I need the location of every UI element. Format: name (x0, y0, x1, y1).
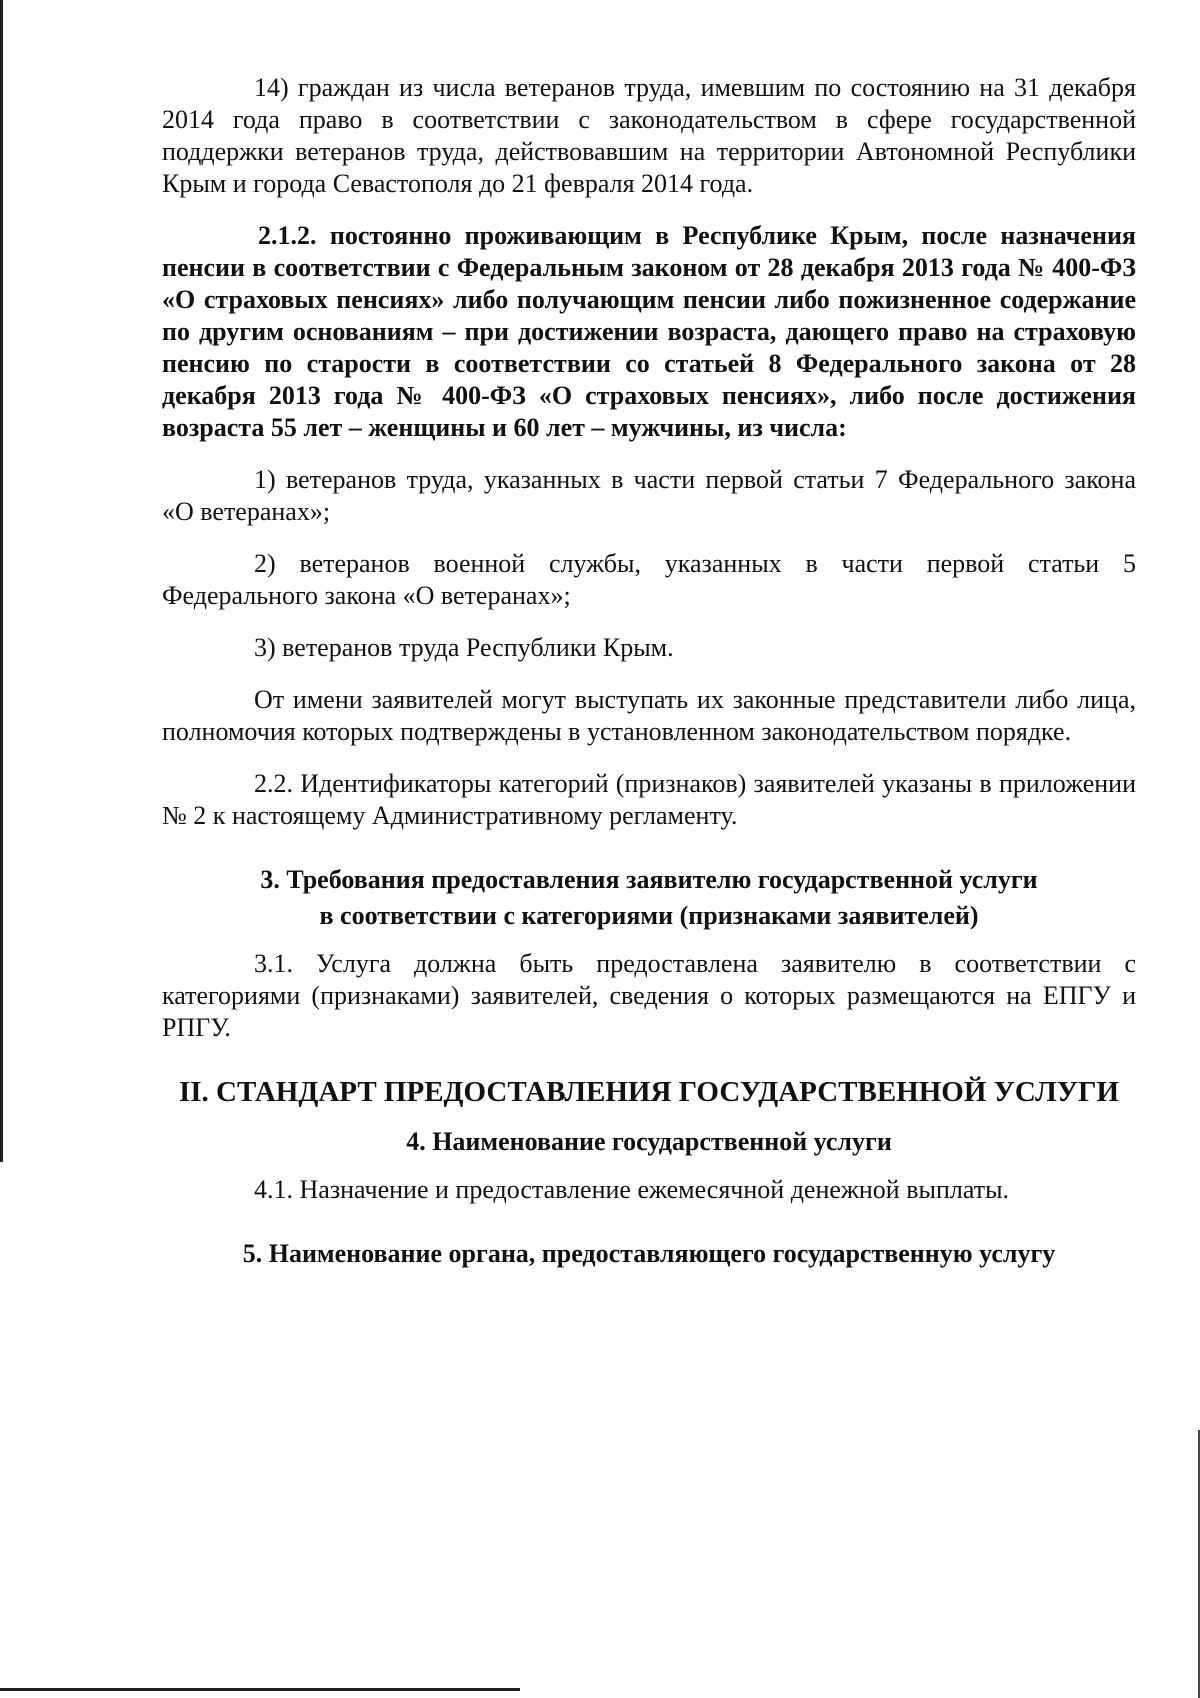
paragraph-3-1: 3.1. Услуга должна быть предоставлена заявителю в соответствии с категориями (признаками) заявителей, сведения о которых размещаются на ЕПГУ и РПГУ. (162, 949, 1136, 1042)
list-item-3: 3) ветеранов труда Республики Крым. (254, 633, 674, 662)
list-item-2: 2) ветеранов военной службы, указанных в части первой статьи 5 Федерального закона «О ветеранах»; (162, 549, 1136, 610)
scan-edge-left (0, 0, 3, 1162)
document-page (162, 72, 1136, 1272)
paragraph-representatives: От имени заявителей могут выступать их законные представители либо лица, полномочия которых подтверждены в установленном законодательством порядке. (162, 685, 1136, 746)
section-3-heading-line-1: 3. Требования предоставления заявителю государственной услуги (260, 865, 1038, 894)
paragraph-2-2: 2.2. Идентификаторы категорий (признаков) заявителей указаны в приложении № 2 к настоящему Административному регламенту. (162, 769, 1136, 830)
paragraph-item-14: 14) граждан из числа ветеранов труда, имевшим по состоянию на 31 декабря 2014 года право в соответствии с законодательством в сфере государственной поддержки ветеранов труда, действовавшим на территории Автономной Республики Крым и города Севастополя до 21 февраля 2014 года. (162, 73, 1136, 198)
scan-edge-bottom (0, 1688, 520, 1691)
section-3-heading-line-2: в соответствии с категориями (признаками заявителей) (319, 901, 979, 930)
part-2-heading: II. СТАНДАРТ ПРЕДОСТАВЛЕНИЯ ГОСУДАРСТВЕННОЙ УСЛУГИ (178, 1076, 1120, 1108)
section-5-heading: 5. Наименование органа, предоставляющего государственную услугу (242, 1239, 1056, 1268)
paragraph-2-1-2: 2.1.2. постоянно проживающим в Республике Крым, после назначения пенсии в соответствии с Федеральным законом от 28 декабря 2013 года № 400-ФЗ «О страховых пенсиях» либо получающим пенсии либо пожизненное содержание по другим основаниям – при достижении возраста, дающего право на страховую пенсию по старости в соответствии со статьей 8 Федерального закона от 28 декабря 2013 года № 400-ФЗ «О страховых пенсиях», либо после достижения возраста 55 лет – женщины и 60 лет – мужчины, из числа: (162, 221, 1136, 442)
section-4-heading: 4. Наименование государственной услуги (406, 1127, 892, 1156)
paragraph-4-1: 4.1. Назначение и предоставление ежемесячной денежной выплаты. (254, 1175, 1010, 1204)
list-item-1: 1) ветеранов труда, указанных в части первой статьи 7 Федерального закона «О ветеранах»; (162, 465, 1136, 526)
